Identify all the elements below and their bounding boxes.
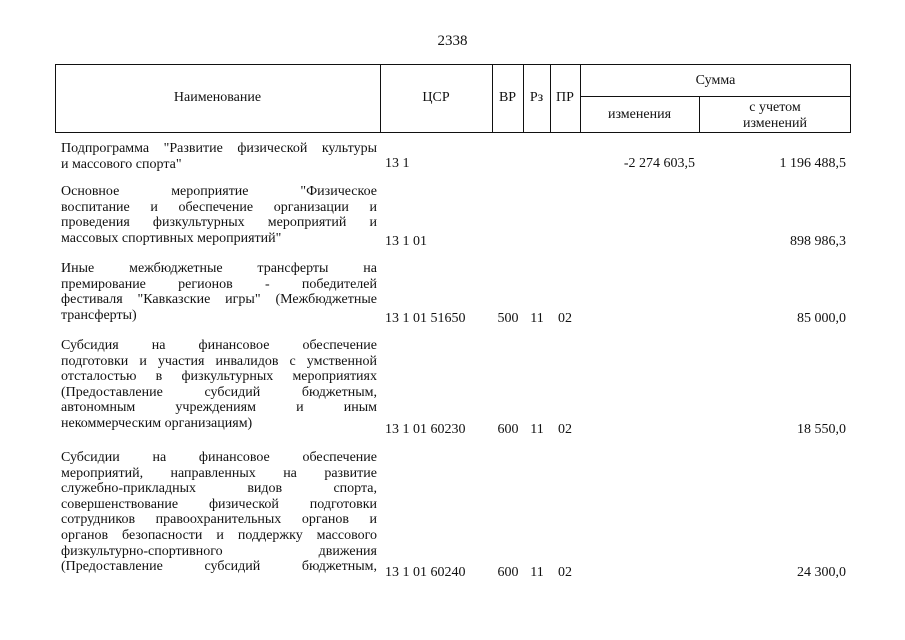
row-name-line: проведения физкультурных мероприятий и bbox=[61, 215, 377, 231]
row-name-line: воспитание и обеспечение организации и bbox=[61, 199, 377, 215]
row-name-line: автономным учреждениям и иным bbox=[61, 400, 377, 416]
row-total: 85 000,0 bbox=[797, 311, 846, 326]
row-name-line: органов безопасности и поддержку массового bbox=[61, 527, 377, 543]
row-csr: 13 1 01 60240 bbox=[385, 565, 466, 580]
row-total: 24 300,0 bbox=[797, 565, 846, 580]
row-name-line: Подпрограмма "Развитие физической культуры bbox=[61, 141, 377, 156]
row-vr: 600 bbox=[497, 565, 519, 580]
row-rz: 11 bbox=[530, 565, 544, 580]
page-number: 2338 bbox=[437, 33, 468, 49]
row-name-line: премирование регионов - победителей bbox=[61, 276, 377, 292]
row-pr: 02 bbox=[558, 565, 572, 580]
header-with-changes-line2: изменений bbox=[742, 116, 808, 131]
row-vr: 500 bbox=[497, 311, 519, 326]
row-csr: 13 1 01 60230 bbox=[385, 422, 466, 437]
row-name bbox=[61, 261, 377, 323]
table-header bbox=[55, 64, 851, 133]
header-border-bottom bbox=[55, 132, 851, 133]
row-name-line: некоммерческим организациям) bbox=[61, 415, 253, 431]
row-name-line: и массового спорта" bbox=[61, 156, 182, 172]
header-border-top bbox=[55, 64, 851, 65]
row-name-line: служебно-прикладных видов спорта, bbox=[61, 481, 377, 497]
row-csr: 13 1 01 51650 bbox=[385, 311, 466, 326]
row-name-line: совершенствование физической подготовки bbox=[61, 496, 377, 512]
row-name-line: трансферты) bbox=[61, 307, 137, 323]
row-name-line: фестиваля "Кавказские игры" (Межбюджетные bbox=[61, 292, 377, 308]
header-changes: изменения bbox=[607, 107, 672, 122]
row-name bbox=[61, 338, 377, 432]
row-name-line: Иные межбюджетные трансферты на bbox=[61, 261, 377, 276]
row-pr: 02 bbox=[558, 311, 572, 326]
row-name-line: отсталостью в физкультурных мероприятиях bbox=[61, 369, 377, 385]
header-sum: Сумма bbox=[695, 73, 736, 88]
header-with-changes-line1: с учетом bbox=[749, 100, 801, 115]
row-name-line: Субсидия на финансовое обеспечение bbox=[61, 338, 377, 353]
row-total: 898 986,3 bbox=[790, 234, 846, 249]
header-vr: ВР bbox=[498, 90, 517, 105]
row-vr: 600 bbox=[497, 422, 519, 437]
row-name-line: Основное мероприятие "Физическое bbox=[61, 184, 377, 199]
header-with-changes bbox=[699, 100, 851, 132]
row-name bbox=[61, 141, 377, 172]
row-name bbox=[61, 184, 377, 246]
row-pr: 02 bbox=[558, 422, 572, 437]
header-pr: ПР bbox=[556, 90, 574, 105]
row-name-line: (Предоставление субсидий бюджетным, bbox=[61, 559, 377, 575]
header-csr: ЦСР bbox=[422, 90, 450, 105]
row-rz: 11 bbox=[530, 311, 544, 326]
row-name bbox=[61, 450, 377, 575]
header-rz: Рз bbox=[529, 90, 544, 105]
row-csr: 13 1 01 bbox=[385, 234, 427, 249]
row-name-line: Субсидии на финансовое обеспечение bbox=[61, 450, 377, 465]
header-sum-divider bbox=[580, 96, 851, 97]
row-name-line: мероприятий, направленных на развитие bbox=[61, 465, 377, 481]
row-change: -2 274 603,5 bbox=[623, 156, 695, 171]
row-name-line: сотрудников правоохранительных органов и bbox=[61, 512, 377, 528]
row-name-line: физкультурно-спортивного движения bbox=[61, 543, 377, 559]
header-name: Наименование bbox=[173, 90, 262, 105]
row-total: 18 550,0 bbox=[797, 422, 846, 437]
row-rz: 11 bbox=[530, 422, 544, 437]
row-csr: 13 1 bbox=[385, 156, 410, 171]
row-name-line: (Предоставление субсидий бюджетным, bbox=[61, 384, 377, 400]
row-name-line: массовых спортивных мероприятий" bbox=[61, 230, 282, 246]
row-total: 1 196 488,5 bbox=[779, 156, 846, 171]
row-name-line: подготовки и участия инвалидов с умственной bbox=[61, 353, 377, 369]
